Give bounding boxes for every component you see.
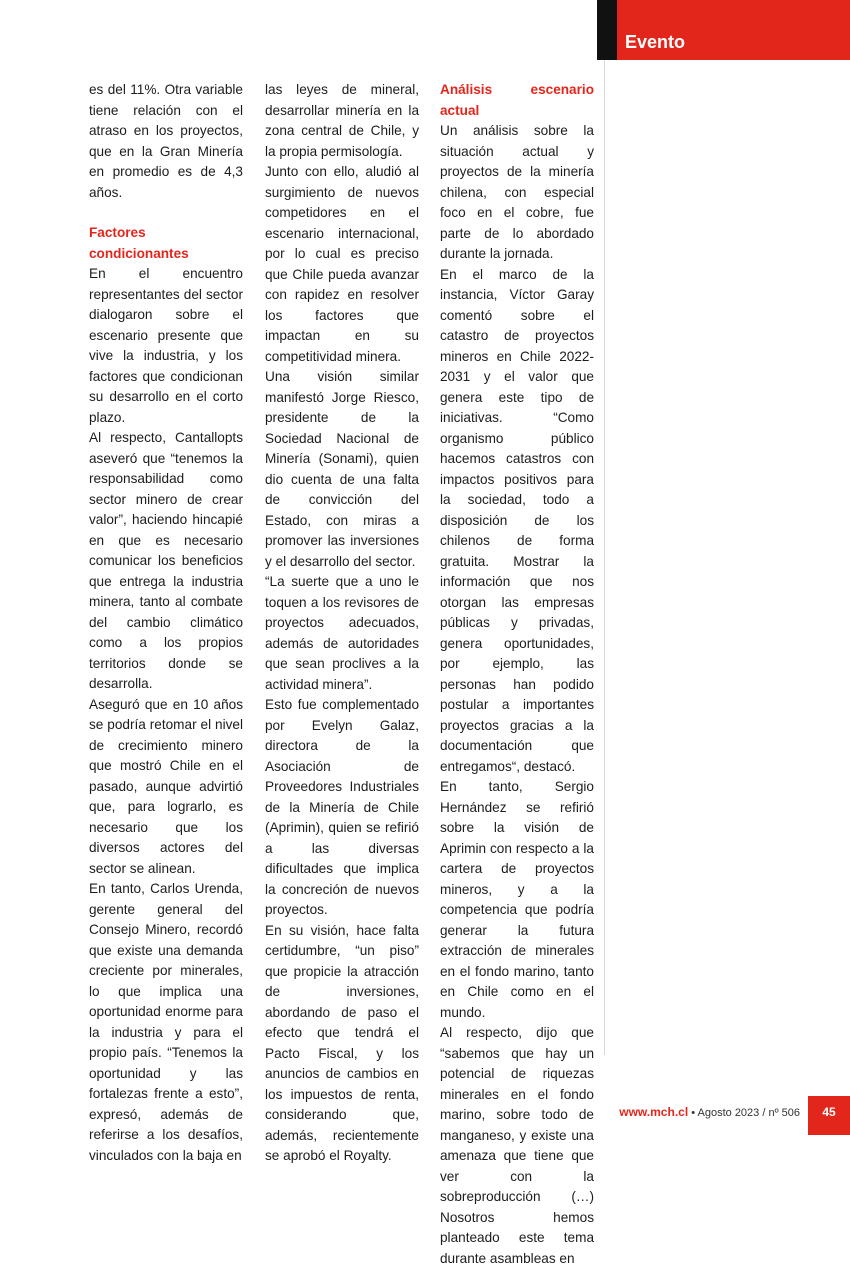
paragraph: En tanto, Carlos Urenda, gerente general del Consejo Minero, recordó que existe una demanda creciente por minerales, lo que implica una oportunidad enorme para la industria y para el propio país. “Tenemos la oportunidad y las fortalezas frente a esto”, expresó, además de referirse a los desafíos, vinculados con la baja en [89,881,243,1163]
paragraph: En tanto, Sergio Hernández se refirió sobre la visión de Aprimin con respecto a la cartera de proyectos mineros, y a la competencia que podría generar la futura extracción de minerales en el fondo marino, tanto en Chile como en el mundo. [440,779,594,1020]
column-divider [604,60,605,1055]
paragraph: Al respecto, Cantallopts aseveró que “tenemos la responsabilidad como sector minero de crear valor”, haciendo hincapié en que es necesario comunicar los beneficios que entrega la industria minera, tanto al combate del cambio climático como a los propios territorios donde se desarrolla. [89,430,243,691]
article-column-3 [440,80,594,1269]
paragraph: Un análisis sobre la situación actual y proyectos de la minería chilena, con especial foco en el cobre, fue parte de lo abordado durante la jornada. [440,123,594,261]
page-number: 45 [808,1096,850,1135]
paragraph: En el marco de la instancia, Víctor Garay comentó sobre el catastro de proyectos mineros en Chile 2022-2031 y el valor que genera este tipo de iniciativas. “Como organismo público hacemos catastros con impactos positivos para la sociedad, todo a disposición de los chilenos de forma gratuita. Mostrar la información que nos otorgan las empresas públicas y privadas, genera oportunidades, por ejemplo, las personas han podido postular a importantes proyectos gracias a la documentación que entregamos“, destacó. [440,266,594,774]
paragraph: En el encuentro representantes del sector dialogaron sobre el escenario presente que vive la industria, y los factores que condicionan su desarrollo en el corto plazo. [89,266,243,425]
article-column-1 [89,80,243,1166]
paragraph: Al respecto, dijo que “sabemos que hay un potencial de riquezas minerales en el fondo marino, sobre todo de manganeso, y existe una amenaza que tiene que ver con la sobreproducción (…) Nosotros hemos planteado este tema durante asambleas en [440,1025,594,1266]
paragraph: es del 11%. Otra variable tiene relación con el atraso en los proyectos, que en la Gran Minería en promedio es de 4,3 años. [89,82,243,200]
footer-credit [619,1105,800,1119]
paragraph: Aseguró que en 10 años se podría retomar el nivel de crecimiento minero que mostró Chile en el pasado, aunque advirtió que, para lograrlo, es necesario que los diversos actores del sector se alinean. [89,696,243,876]
subheading-factores: Factores condicionantes [89,225,189,261]
header-dark-block [597,0,617,60]
section-label: Evento [625,32,686,52]
subheading-analisis: Análisis escenario actual [440,82,594,118]
article-column-2 [265,80,419,1167]
paragraph: las leyes de mineral, desarrollar minería en la zona central de Chile, y la propia permisología. [265,82,419,159]
website-link[interactable]: www.mch.cl [619,1105,689,1119]
paragraph: Una visión similar manifestó Jorge Riesco, presidente de la Sociedad Nacional de Minería (Sonami), quien dio cuenta de una falta de convicción del Estado, con miras a promover las inversiones y el desarrollo del sector. [265,369,419,569]
issue-info: • Agosto 2023 / nº 506 [688,1107,800,1119]
paragraph: En su visión, hace falta certidumbre, “un piso” que propicie la atracción de inversiones, abordando de paso el efecto que tendrá el Pacto Fiscal, y los anuncios de cambios en los impuestos de renta, considerando que, además, recientemente se aprobó el Royalty. [265,922,419,1163]
paragraph: Esto fue complementado por Evelyn Galaz, directora de la Asociación de Proveedores Industriales de la Minería de Chile (Aprimin), quien se refirió a las diversas dificultades que implica la concreción de nuevos proyectos. [265,697,419,917]
paragraph: “La suerte que a uno le toquen a los revisores de proyectos adecuados, además de autoridades que sean proclives a la actividad minera”. [265,574,419,692]
section-header [617,0,850,60]
paragraph: Junto con ello, aludió al surgimiento de nuevos competidores en el escenario internacional, por lo cual es preciso que Chile pueda avanzar con rapidez en resolver los factores que impactan en su competitividad minera. [265,164,419,364]
